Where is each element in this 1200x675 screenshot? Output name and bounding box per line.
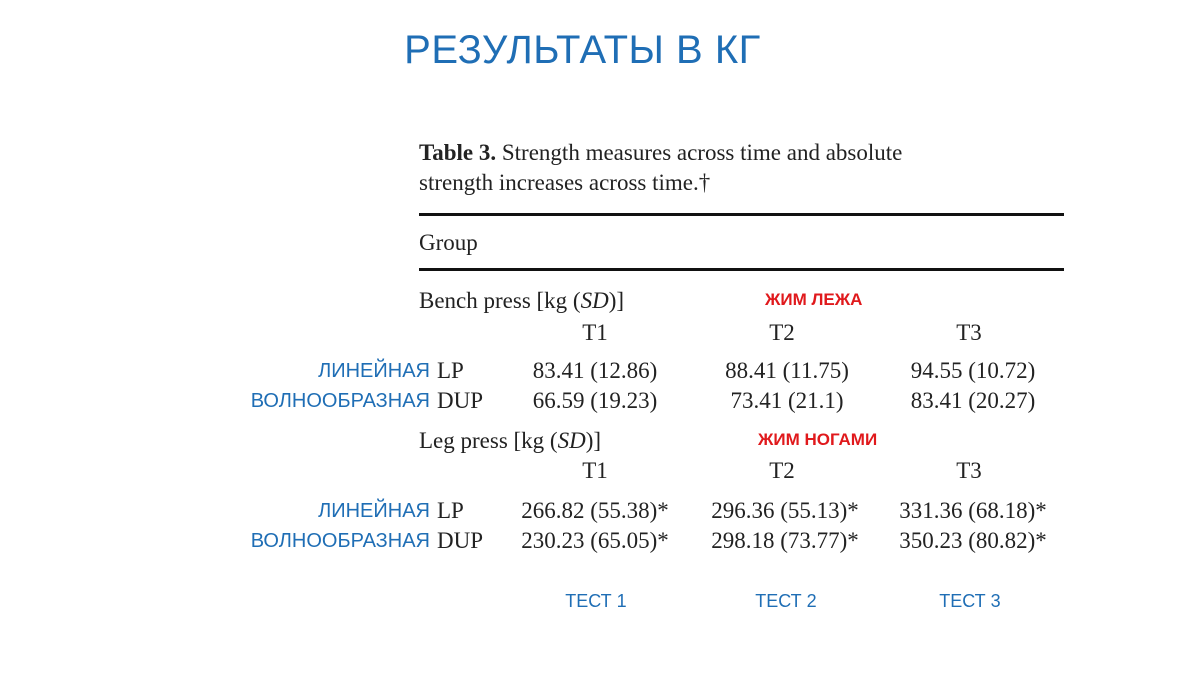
row-group-code: DUP [437, 388, 484, 413]
caption-text-1: Strength measures across time and absolute [501, 140, 903, 165]
leg-press-heading [419, 428, 601, 454]
table-cell: 94.55 (10.72) [910, 358, 1036, 383]
row-ru-label: ЛИНЕЙНАЯ [318, 500, 430, 522]
table-cell: 296.36 (55.13)* [711, 498, 859, 523]
row-group-code: LP [437, 498, 464, 523]
table-cell: 298.18 (73.77)* [711, 528, 859, 553]
test-label-1: ТЕСТ 1 [565, 591, 627, 611]
caption-line-2: strength increases across time.† [419, 170, 711, 195]
test-label-3: ТЕСТ 3 [939, 591, 1001, 611]
table-cell: 88.41 (11.75) [725, 358, 849, 383]
table-cell: 73.41 (21.1) [730, 388, 844, 413]
col-header-t1: T1 [582, 320, 608, 345]
bench-press-heading-suffix: )] [608, 288, 625, 313]
table-cell: 350.23 (80.82)* [899, 528, 1047, 553]
group-header: Group [419, 230, 478, 255]
caption-line-1 [419, 138, 1064, 168]
row-ru-label: ЛИНЕЙНАЯ [318, 360, 430, 382]
test-label-2: ТЕСТ 2 [755, 591, 817, 611]
row-group-code: DUP [437, 528, 484, 553]
top-rule [419, 213, 1064, 216]
row-group-code: LP [437, 358, 464, 383]
bench-press-ru-title: ЖИМ ЛЕЖА [765, 290, 863, 309]
col-header-t2: T2 [769, 320, 795, 345]
bench-press-heading [419, 288, 624, 314]
slide-title: РЕЗУЛЬТАТЫ В КГ [404, 28, 761, 72]
row-ru-label: ВОЛНООБРАЗНАЯ [250, 390, 430, 412]
bench-press-heading-prefix: Bench press [kg ( [419, 288, 581, 313]
col-header-t3: T3 [956, 320, 982, 345]
header-rule [419, 268, 1064, 271]
col-header-t3: T3 [956, 458, 982, 483]
leg-press-heading-prefix: Leg press [kg ( [419, 428, 558, 453]
caption-label: Table 3. [419, 140, 497, 165]
bench-press-heading-sd: SD [580, 288, 609, 313]
table-caption [419, 138, 1064, 198]
leg-press-ru-title: ЖИМ НОГАМИ [758, 430, 878, 449]
leg-press-heading-sd: SD [557, 428, 586, 453]
col-header-t1: T1 [582, 458, 608, 483]
row-ru-label: ВОЛНООБРАЗНАЯ [250, 530, 430, 552]
table-cell: 66.59 (19.23) [532, 388, 658, 413]
table-cell: 266.82 (55.38)* [521, 498, 669, 523]
col-header-t2: T2 [769, 458, 795, 483]
table-cell: 331.36 (68.18)* [899, 498, 1047, 523]
table-cell: 83.41 (12.86) [532, 358, 658, 383]
table-cell: 230.23 (65.05)* [521, 528, 669, 553]
table-cell: 83.41 (20.27) [910, 388, 1036, 413]
leg-press-heading-suffix: )] [585, 428, 602, 453]
